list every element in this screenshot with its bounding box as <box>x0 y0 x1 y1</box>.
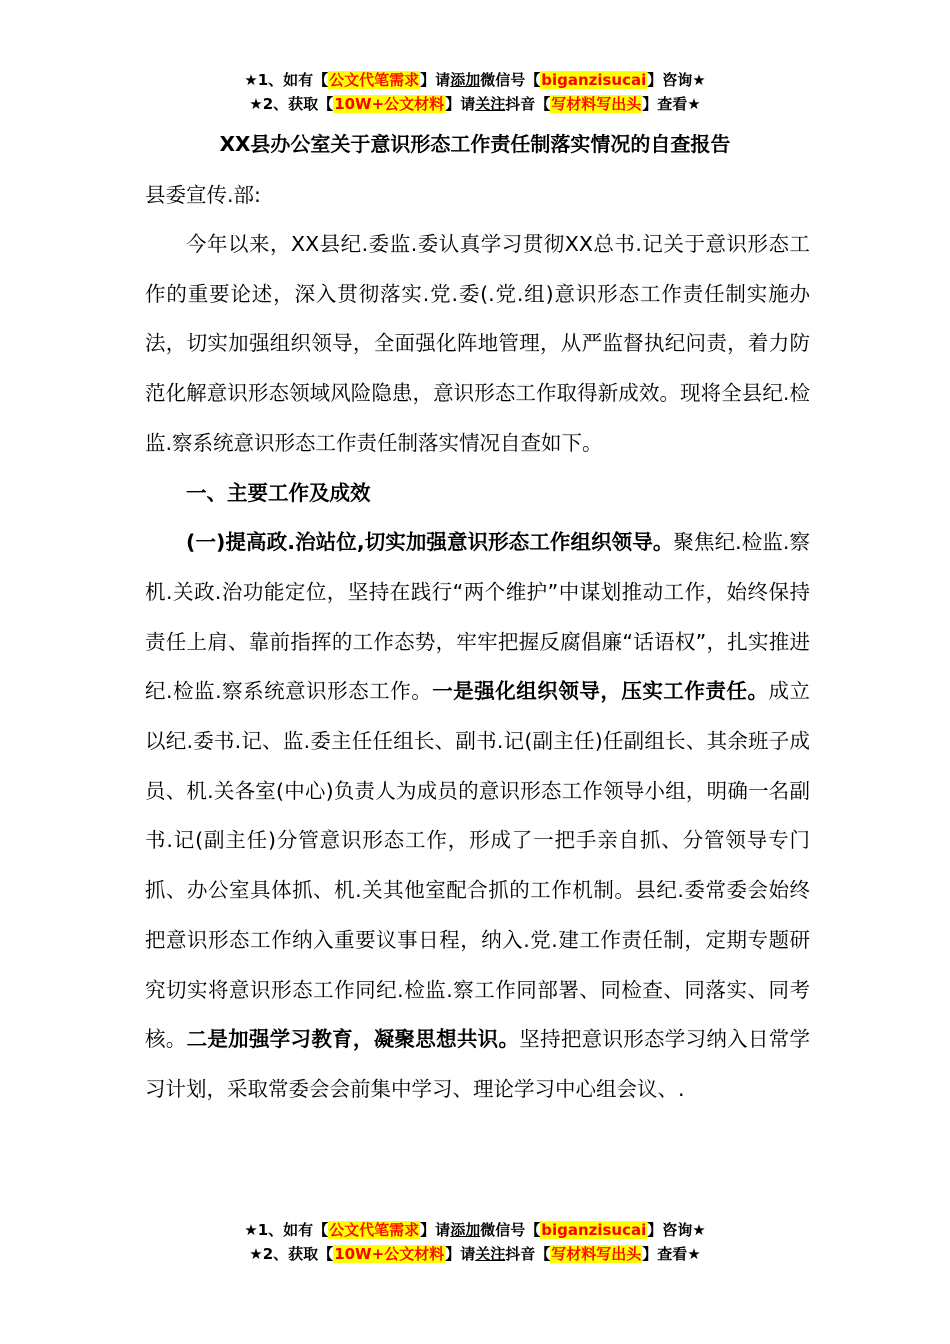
point-heading: 二是加强学习教育，凝聚思想共识。 <box>186 1027 520 1052</box>
point-heading: 一是强化组织领导，压实工作责任。 <box>432 679 769 704</box>
promo-highlight: 10W+公文材料 <box>334 1245 445 1263</box>
promo-text: 】请 <box>445 1245 476 1263</box>
promo-underline: 关注 <box>475 1245 506 1263</box>
douyin-id-highlight: 写材料写出头 <box>551 95 642 113</box>
subsection-heading: (一)提高政.治站位,切实加强意识形态工作组织领导。 <box>186 530 674 555</box>
promo-line-2 <box>0 1242 950 1266</box>
promo-text: ★1、如有【 <box>244 71 329 89</box>
paragraph-text: 成立以纪.委书.记、监.委主任任组长、副书.记(副主任)任副组长、其余班子成员、机.关各室(中心)负责人为成员的意识形态工作领导小组，明确一名副书.记(副主任)分管意识形态工作，形成了一把手亲自抓、分管领导专门抓、办公室具体抓、机.关其他室配合抓的工作机制。县纪.委常委会始终把意识形态工作纳入重要议事日程，纳入.党.建工作责任制，定期专题研究切实将意识形态工作同纪.检监.察工作同部署、同检查、同落实、同考核。 <box>145 679 810 1052</box>
promo-text: 】查看★ <box>642 95 701 113</box>
promo-line-2 <box>0 92 950 116</box>
promo-text: 微信号【 <box>480 71 541 89</box>
promo-text: ★1、如有【 <box>244 1221 329 1239</box>
wechat-id-highlight: biganzisucai <box>541 1221 647 1239</box>
promo-text: 】咨询★ <box>647 1221 706 1239</box>
promo-text: 】咨询★ <box>647 71 706 89</box>
promo-underline: 关注 <box>475 95 506 113</box>
promo-text: ★2、获取【 <box>249 1245 334 1263</box>
promo-underline: 添加 <box>450 71 481 89</box>
promo-text: 】查看★ <box>642 1245 701 1263</box>
paragraph-text: 坚持把意识形态学习纳入日常学习计划，采取常委会会前集中学习、理论学习中心组会议、. <box>145 1027 811 1101</box>
promo-line-1 <box>0 1218 950 1242</box>
intro-paragraph: 今年以来，XX县纪.委监.委认真学习贯彻XX总书.记关于意识形态工作的重要论述，深入贯彻落实.党.委(.党.组)意识形态工作责任制实施办法，切实加强组织领导，全面强化阵地管理，从严监督执纪问责，着力防范化解意识形态领域风险隐患，意识形态工作取得新成效。现将全县纪.检监.察系统意识形态工作责任制落实情况自查如下。 <box>145 232 810 455</box>
promo-text: 微信号【 <box>480 1221 541 1239</box>
promo-underline: 添加 <box>450 1221 481 1239</box>
section-heading: 一、主要工作及成效 <box>186 480 371 505</box>
promo-banner-top <box>0 68 950 116</box>
promo-text: 】请 <box>420 71 451 89</box>
promo-highlight: 公文代笔需求 <box>329 1221 420 1239</box>
promo-text: 抖音【 <box>505 95 551 113</box>
wechat-id-highlight: biganzisucai <box>541 71 647 89</box>
promo-line-1 <box>0 68 950 92</box>
section-paragraph <box>145 518 810 1114</box>
document-body <box>145 220 810 1115</box>
promo-highlight: 公文代笔需求 <box>329 71 420 89</box>
promo-highlight: 10W+公文材料 <box>334 95 445 113</box>
salutation: 县委宣传.部: <box>145 183 261 207</box>
promo-text: 】请 <box>445 95 476 113</box>
document-title: XX县办公室关于意识形态工作责任制落实情况的自查报告 <box>219 132 731 156</box>
promo-text: ★2、获取【 <box>249 95 334 113</box>
promo-text: 】请 <box>420 1221 451 1239</box>
promo-banner-bottom <box>0 1218 950 1266</box>
paragraph-text: 聚焦纪.检监.察机.关政.治功能定位，坚持在践行“两个维护”中谋划推动工作，始终保持责任上肩、靠前指挥的工作态势，牢牢把握反腐倡廉“话语权”，扎实推进纪.检监.察系统意识形态工作。 <box>145 530 810 704</box>
douyin-id-highlight: 写材料写出头 <box>551 1245 642 1263</box>
promo-text: 抖音【 <box>505 1245 551 1263</box>
